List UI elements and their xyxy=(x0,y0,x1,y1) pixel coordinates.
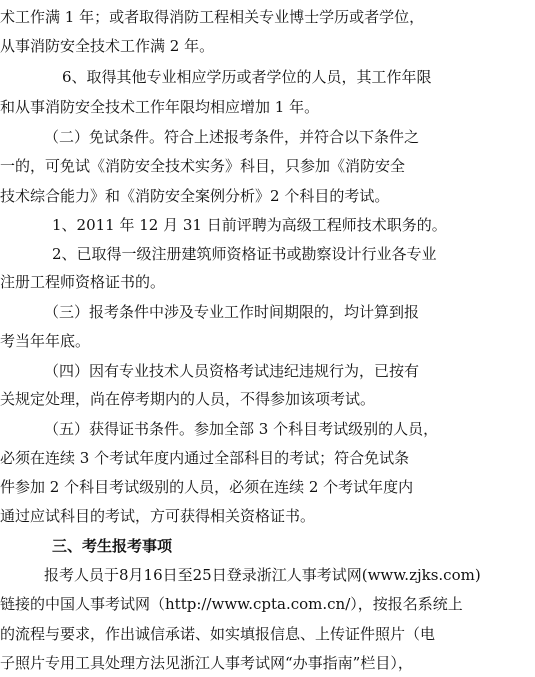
text-line: （四）因有专业技术人员资格考试违纪违规行为，已按有 xyxy=(44,362,420,380)
text-line: 子照片专用工具处理方法见浙江人事考试网“办事指南”栏目）， xyxy=(0,654,413,672)
text-line: 报考人员于8月16日至25日登录浙江人事考试网(www.zjks.com) xyxy=(44,566,481,584)
text-line: 考当年年底。 xyxy=(0,332,91,350)
text-line: 关规定处理，尚在停考期内的人员，不得参加该项考试。 xyxy=(0,390,376,408)
text-line: 1、2011 年 12 月 31 日前评聘为高级工程师技术职务的。 xyxy=(52,216,447,234)
text-line: 链接的中国人事考试网（http://www.cpta.com.cn/），按报名系统上 xyxy=(0,595,463,613)
text-line: （五）获得证书条件。参加全部 3 个科目考试级别的人员， xyxy=(44,420,439,438)
text-line: 必须在连续 3 个考试年度内通过全部科目的考试；符合免试条 xyxy=(0,449,410,467)
text-line: 技术综合能力》和《消防安全案例分析》2 个科目的考试。 xyxy=(0,187,390,205)
text-line: 的流程与要求，作出诚信承诺、如实填报信息、上传证件照片（电 xyxy=(0,625,436,643)
text-line: 通过应试科目的考试，方可获得相关资格证书。 xyxy=(0,507,316,525)
text-line: （三）报考条件中涉及专业工作时间期限的，均计算到报 xyxy=(44,303,420,321)
text-line: 2、已取得一级注册建筑师资格证书或勘察设计行业各专业 xyxy=(52,245,437,263)
text-line: 一的，可免试《消防安全技术实务》科目，只参加《消防安全 xyxy=(0,157,406,175)
text-line: 6、取得其他专业相应学历或者学位的人员，其工作年限 xyxy=(62,68,432,86)
text-line: 件参加 2 个科目考试级别的人员，必须在连续 2 个考试年度内 xyxy=(0,478,414,496)
text-line: 从事消防安全技术工作满 2 年。 xyxy=(0,37,215,55)
section-heading: 三、考生报考事项 xyxy=(52,537,173,555)
text-line: 术工作满 1 年；或者取得消防工程相关专业博士学历或者学位， xyxy=(0,8,425,26)
text-line: 注册工程师资格证书的。 xyxy=(0,273,166,291)
text-line: 和从事消防安全技术工作年限均相应增加 1 年。 xyxy=(0,98,320,116)
text-line: （二）免试条件。符合上述报考条件，并符合以下条件之 xyxy=(44,128,420,146)
